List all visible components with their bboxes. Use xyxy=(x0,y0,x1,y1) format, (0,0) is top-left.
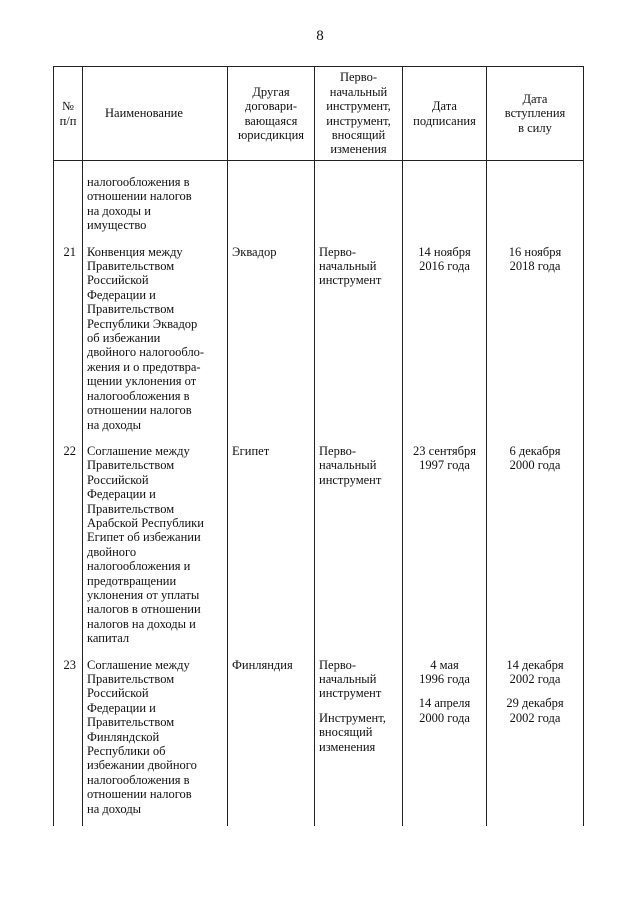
table-row xyxy=(54,239,584,438)
effective-date: 6 декабря 2000 года xyxy=(487,438,584,652)
instrument: Перво- начальный инструмент xyxy=(315,239,403,438)
instrument-cell xyxy=(315,652,403,826)
instrument: Перво- начальный инструмент xyxy=(319,657,382,701)
jurisdiction xyxy=(228,161,315,239)
header-effective-date: Дата вступления в силу xyxy=(487,67,584,161)
row-number xyxy=(54,161,83,239)
row-number: 22 xyxy=(54,438,83,652)
signed-date-cell xyxy=(403,652,487,826)
signed-date: 23 сентября 1997 года xyxy=(403,438,487,652)
table-row xyxy=(54,652,584,826)
table-row xyxy=(54,161,584,239)
effective-date: 16 ноября 2018 года xyxy=(487,239,584,438)
signed-date: 4 мая 1996 года xyxy=(419,657,470,686)
signed-date: 14 ноября 2016 года xyxy=(403,239,487,438)
treaty-name: Конвенция между Правительством Российской Федерации и Правительством Республики Эквадор об избежании двойного налогообло- жения и о предотвра- щении уклонения от налогообложения в отношении налогов на доходы xyxy=(83,239,228,438)
effective-date xyxy=(487,161,584,239)
signed-date-amending: 14 апреля 2000 года xyxy=(418,696,471,725)
page-number: 8 xyxy=(316,28,324,44)
jurisdiction: Финляндия xyxy=(228,652,315,826)
header-jurisdiction: Другая договари- вающаяся юрисдикция xyxy=(228,67,315,161)
instrument-amending: Инструмент, вносящий изменения xyxy=(319,710,386,754)
instrument xyxy=(315,161,403,239)
treaty-name: Соглашение между Правительством Российской Федерации и Правительством Арабской Республики Египет об избежании двойного налогообложения и предотвращении уклонения от уплаты налогов в отношении налогов на доходы и капитал xyxy=(83,438,228,652)
effective-date-cell xyxy=(487,652,584,826)
header-signed-date: Дата подписания xyxy=(403,67,487,161)
row-number: 21 xyxy=(54,239,83,438)
table-row xyxy=(54,438,584,652)
treaty-name: налогообложения в отношении налогов на доходы и имущество xyxy=(83,161,228,239)
header-instrument: Перво- начальный инструмент, инструмент, вносящий изменения xyxy=(315,67,403,161)
header-name: Наименование xyxy=(83,67,228,161)
effective-date-amending: 29 декабря 2002 года xyxy=(506,696,564,725)
jurisdiction: Египет xyxy=(228,438,315,652)
jurisdiction: Эквадор xyxy=(228,239,315,438)
table-header-row xyxy=(54,67,584,161)
signed-date xyxy=(403,161,487,239)
header-number: № п/п xyxy=(54,67,83,161)
instrument: Перво- начальный инструмент xyxy=(315,438,403,652)
row-number: 23 xyxy=(54,652,83,826)
treaty-table xyxy=(53,66,584,826)
treaty-name: Соглашение между Правительством Российской Федерации и Правительством Финляндской Республики об избежании двойного налогообложения в отношении налогов на доходы xyxy=(83,652,228,826)
effective-date: 14 декабря 2002 года xyxy=(506,657,564,686)
